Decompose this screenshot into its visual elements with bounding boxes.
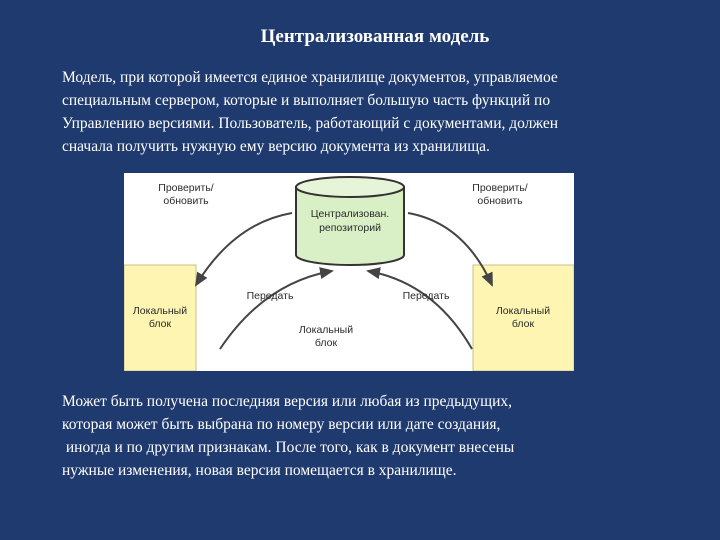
intro-line: Модель, при которой имеется единое хранилище документов, управляемое [62,69,558,86]
left-update-arrow [196,213,292,285]
intro-line: Управлению версиями. Пользователь, работающий с документами, должен [62,115,559,132]
outro-line: Может быть получена последняя версия или любая из предыдущих, [62,393,513,410]
left-update-label-line2: обновить [163,195,209,207]
right-update-label-line2: обновить [477,195,523,207]
intro-paragraph [62,66,682,158]
slide-title: Централизованная модель [260,26,490,47]
intro-line: специальным сервером, которые и выполняет большую часть функций по [62,92,551,109]
centralized-model-diagram [124,173,574,371]
left-local-block-label-line2: блок [148,318,172,330]
center-local-block-label-line1: Локальный [298,324,354,336]
right-update-label-line1: Проверить/ [472,182,528,194]
left-local-block-label-line1: Локальный [132,305,188,317]
right-commit-label: Передать [402,290,450,302]
repository-cylinder [296,177,404,265]
right-local-block-label-line2: блок [511,318,535,330]
repository-label-line1: Централизован. [310,208,390,220]
intro-line: сначала получить нужную ему версию документа из хранилища. [62,138,490,155]
right-local-block-label-line1: Локальный [495,305,551,317]
center-local-block-label-line2: блок [314,337,338,349]
repository-label-line2: репозиторий [319,222,381,234]
right-commit-arrow [368,271,472,349]
outro-line: нужные изменения, новая версия помещается в хранилище. [62,462,457,479]
left-update-label-line1: Проверить/ [158,182,214,194]
outro-line: которая может быть выбрана по номеру версии или дате создания, [62,416,501,433]
diagram-canvas [124,173,574,371]
outro-line: иногда и по другим признакам. После того, как в документ внесены [62,439,515,456]
outro-paragraph [62,390,682,482]
left-commit-label: Передать [246,290,294,302]
